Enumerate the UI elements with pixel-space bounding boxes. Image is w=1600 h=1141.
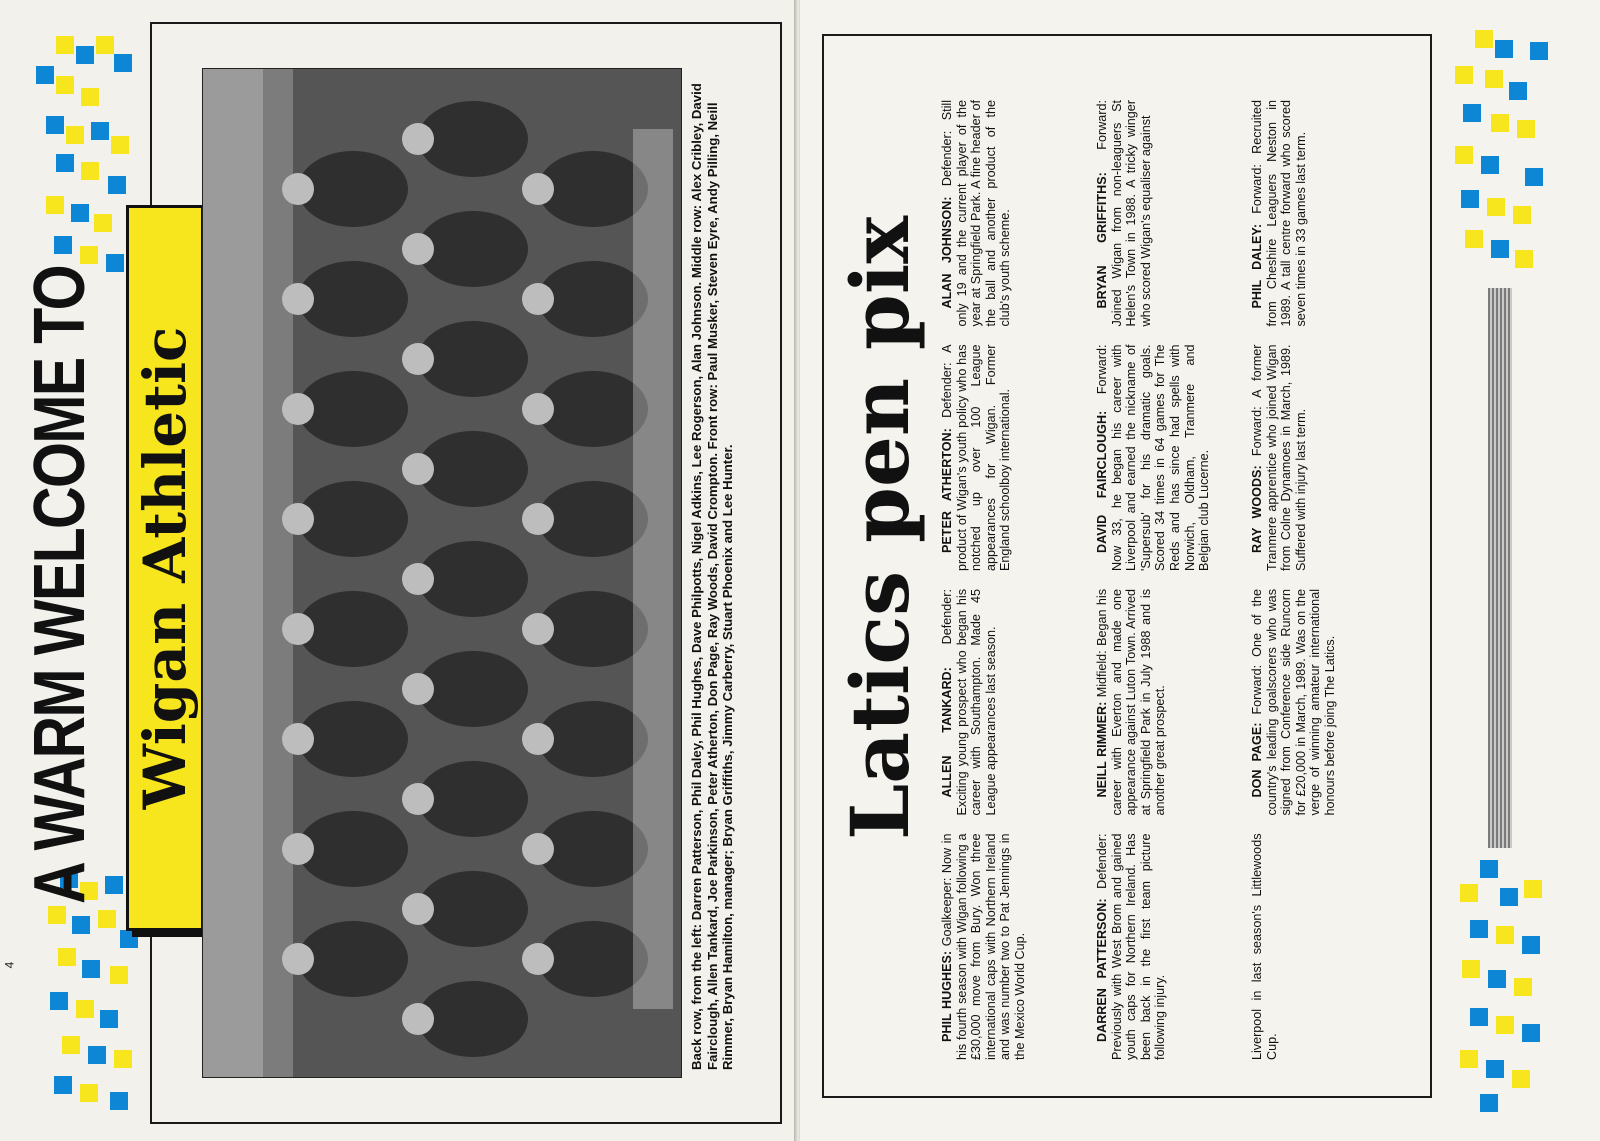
decorative-squares-right-bottom <box>1450 860 1560 1120</box>
player-entry <box>1095 834 1212 1061</box>
photo-caption-wrap <box>686 60 756 1080</box>
pen-pix-text <box>940 100 1400 1060</box>
column-2 <box>1095 100 1212 1060</box>
pen-pix-text-wrap <box>930 80 1410 1080</box>
player-bio: Forward: Recruited from Cheshire Leaguers Neston in 1989. A tall centre forward who scored seven times in 33 games last term. <box>1250 100 1308 327</box>
player-entry <box>940 834 1028 1061</box>
player-name: DARREN PATTERSON: <box>1095 898 1109 1042</box>
player-entry <box>1250 834 1338 1061</box>
column-1 <box>940 100 1028 1060</box>
team-photo <box>202 68 682 1078</box>
player-name: PHIL HUGHES: <box>940 950 954 1042</box>
player-bio: Goalkeeper: Now in his fourth season with Wigan following a £30,000 move from Bury. Won three international caps with Northern Ireland and was number two to Pat Jennings in the Mexico World Cup. <box>940 833 1027 1060</box>
club-name: Wigan Athletic <box>131 326 199 810</box>
player-entry <box>1250 589 1338 816</box>
player-entry <box>940 589 1028 816</box>
player-bio: Forward: Joined Wigan from non-leaguers St Helen's Town in 1988. A tricky winger who scored Wigan's equaliser against <box>1095 100 1153 327</box>
column-3 <box>1250 100 1338 1060</box>
player-bio: Defender: Previously with West Brom and gained youth caps for Northern Ireland. Has been back in the first team picture following injury. <box>1095 833 1168 1060</box>
decorative-squares-right-top <box>1445 30 1555 280</box>
player-bio: Midfield: Began his career with Everton and made one appearance against Luton Town. Arrived at Springfield Park in July 1988 and is another great prospect. <box>1095 589 1168 816</box>
player-name: NEILL RIMMER: <box>1095 701 1109 798</box>
player-name: DON PAGE: <box>1250 722 1264 798</box>
player-name: RAY WOODS: <box>1250 465 1264 553</box>
right-page <box>800 0 1600 1141</box>
player-entry <box>1095 589 1212 816</box>
player-name: BRYAN GRIFFITHS: <box>1095 172 1109 309</box>
left-page <box>0 0 796 1141</box>
pen-pix-title: Latics pen pix <box>833 216 927 840</box>
player-entry <box>1095 100 1212 327</box>
grey-bar <box>1488 288 1512 848</box>
player-entry <box>1095 345 1212 572</box>
player-bio: Defender: Exciting young prospect who began his career with Southampton. Made 45 League appearances last season. <box>940 589 998 816</box>
player-name: ALAN JOHNSON: <box>940 196 954 309</box>
page-number: 4 <box>2 961 17 969</box>
player-entry <box>1250 100 1338 327</box>
player-name: PHIL DALEY: <box>1250 223 1264 309</box>
player-bio: Forward: A former Tranmere apprentice who joined Wigan from Colne Dynamoes in March, 1989. Suffered with injury last term. <box>1250 344 1308 571</box>
player-bio: Defender: Still only 19 and the current player of the year at Springfield Park. A fine header of the ball and another product of the club's youth scheme. <box>940 100 1013 327</box>
club-name-band <box>126 205 204 931</box>
headline: A WARM WELCOME TO <box>20 266 100 904</box>
team-photo-figures <box>203 69 681 1077</box>
player-name: ALLEN TANKARD: <box>940 667 954 798</box>
player-bio: Forward: One of the country's leading goalscorers who was signed from Conference side Runcorn for £20,000 in March, 1989. Was on the verge of winning amateur international honours before joing The Latics. <box>1250 589 1337 816</box>
photo-caption: Back row, from the left: Darren Patterson, Phil Daley, Phil Hughes, Dave Philpotts, Nigel Adkins, Lee Rogerson, Alan Johnson. Middle row: Alex Cribley, David Fairclough, Allen Tankard, Joe Parkinson, Peter Atherton, Don Page, Ray Woods, David Crompton. Front row: Paul Musker, Steven Eyre, Andy Pilling, Neill Rimmer, Bryan Hamilton, manager; Bryan Griffiths, Jimmy Carberry, Stuart Phoenix and Lee Hunter. <box>689 83 735 1070</box>
player-entry <box>940 100 1028 327</box>
title-wrap <box>830 216 930 840</box>
player-name: DAVID FAIRCLOUGH: <box>1095 410 1109 553</box>
player-entry <box>1250 345 1338 572</box>
player-entry <box>940 345 1028 572</box>
player-bio: Liverpool in last season's Littlewoods Cup. <box>1250 833 1279 1060</box>
player-name: PETER ATHERTON: <box>940 428 954 553</box>
player-bio: Defender: A product of Wigan's youth policy who has notched up over 100 League appearances for Wigan. Former England schoolboy international. <box>940 344 1013 571</box>
player-bio: Forward: Now 33, he began his career with Liverpool and earned the nickname of 'Supersub' for his dramatic goals. Scored 34 times in 64 games for The Reds and has since had spells with Norwich, Oldham, Tranmere and Belgian club Lucerne. <box>1095 344 1212 571</box>
